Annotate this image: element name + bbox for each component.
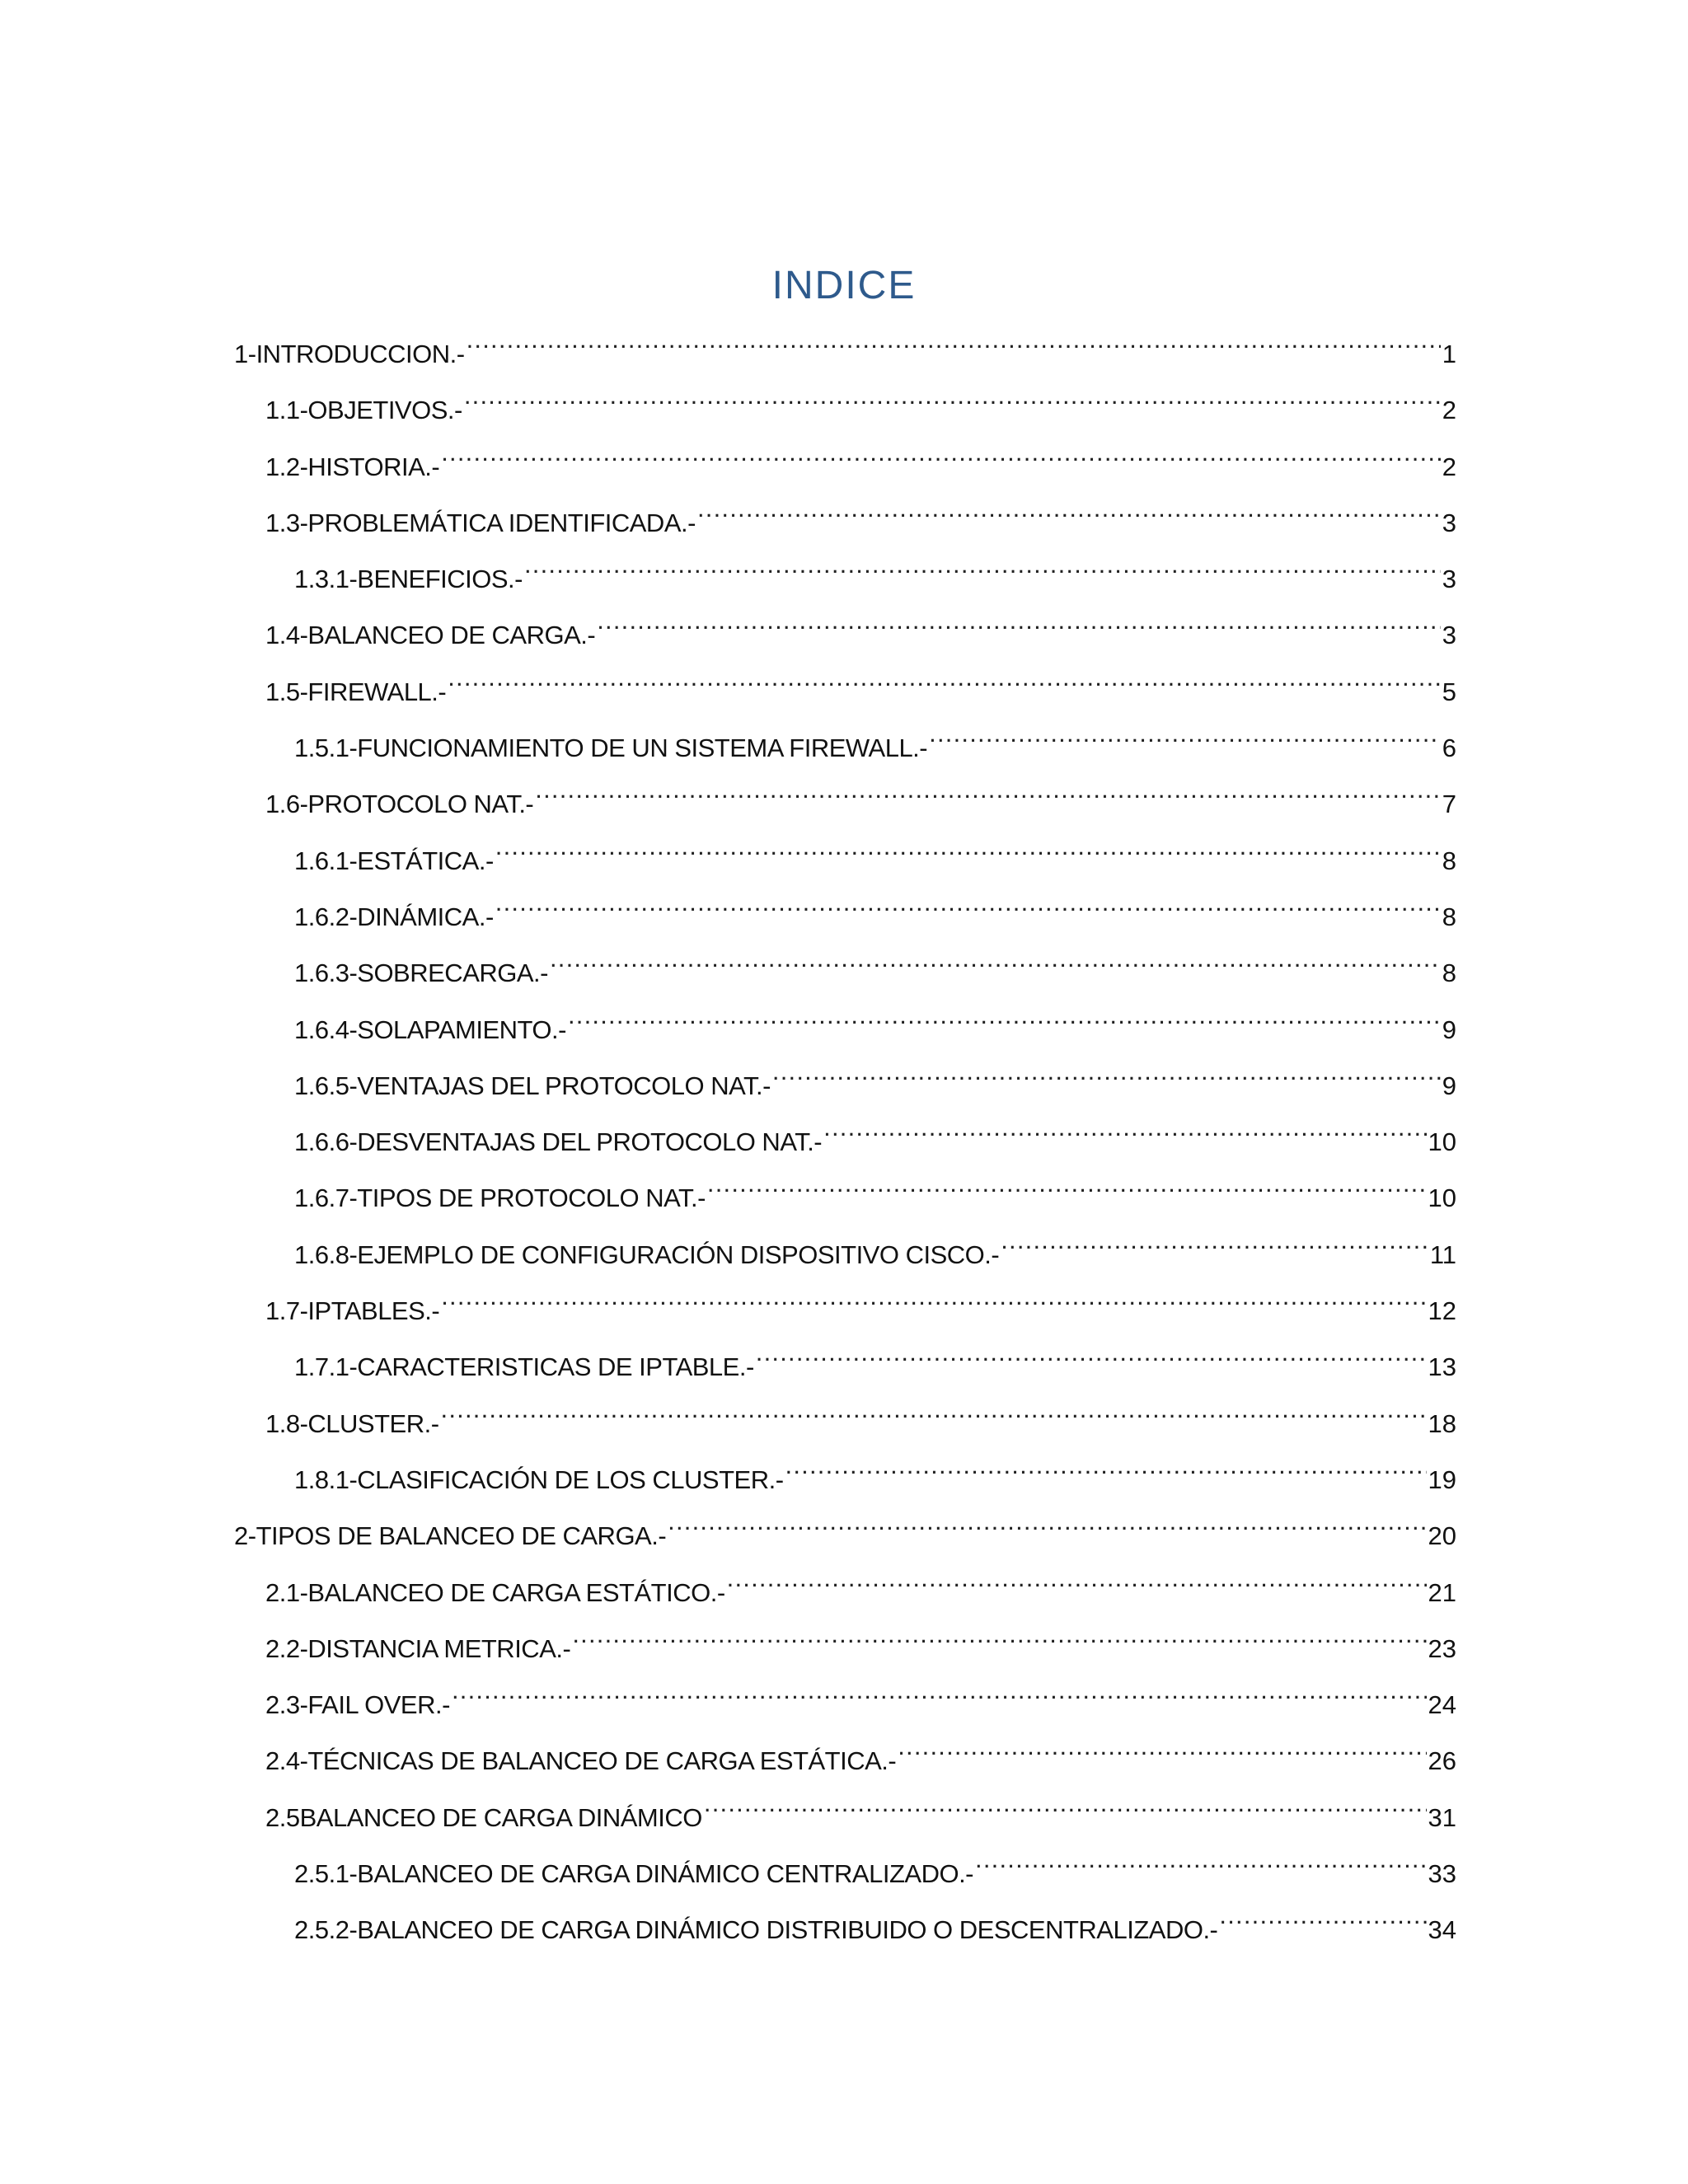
toc-entry-label: 1.3-PROBLEMÁTICA IDENTIFICADA.- [265, 508, 696, 537]
toc-entry-page-number: 7 [1442, 790, 1456, 819]
toc-entry-label: 1.6.8-EJEMPLO DE CONFIGURACIÓN DISPOSITIVO CISCO.- [294, 1240, 1000, 1269]
toc-entry-label: 1.6.4-SOLAPAMIENTO.- [294, 1015, 566, 1044]
dot-leader [668, 1498, 1426, 1544]
dot-leader [1219, 1892, 1426, 1938]
toc-entry[interactable] [234, 485, 1456, 541]
toc-entry-label: 1.6-PROTOCOLO NAT.- [265, 790, 534, 819]
toc-entry-page-number: 18 [1428, 1408, 1456, 1438]
toc-entry-page-number: 8 [1442, 846, 1456, 875]
toc-entry-label: 1.6.6-DESVENTAJAS DEL PROTOCOLO NAT.- [294, 1127, 823, 1157]
dot-leader [524, 541, 1441, 588]
toc-entry-label: 1.8-CLUSTER.- [265, 1408, 439, 1438]
toc-entry[interactable] [234, 1048, 1456, 1104]
toc-entry-page-number: 3 [1442, 621, 1456, 650]
toc-entry[interactable] [234, 1667, 1456, 1723]
toc-entry-page-number: 10 [1428, 1183, 1456, 1213]
toc-entry-page-number: 21 [1428, 1577, 1456, 1607]
toc-entry-page-number: 31 [1428, 1802, 1456, 1832]
table-of-contents [234, 316, 1456, 1949]
toc-entry[interactable] [234, 1329, 1456, 1385]
toc-entry[interactable] [234, 598, 1456, 654]
toc-entry[interactable] [234, 1892, 1456, 1948]
dot-leader [495, 823, 1441, 869]
toc-entry-label: 2.5BALANCEO DE CARGA DINÁMICO [265, 1802, 702, 1832]
toc-entry-page-number: 2 [1442, 396, 1456, 425]
toc-entry[interactable] [234, 823, 1456, 879]
toc-entry-page-number: 23 [1428, 1633, 1456, 1663]
toc-entry[interactable] [234, 935, 1456, 991]
toc-entry[interactable] [234, 541, 1456, 598]
dot-leader [704, 1780, 1427, 1826]
toc-entry-page-number: 6 [1442, 733, 1456, 763]
toc-entry[interactable] [234, 1611, 1456, 1667]
dot-leader [495, 879, 1441, 926]
toc-entry-label: 1.6.2-DINÁMICA.- [294, 902, 494, 931]
toc-entry-label: 2.1-BALANCEO DE CARGA ESTÁTICO.- [265, 1577, 725, 1607]
dot-leader [707, 1160, 1427, 1207]
toc-entry[interactable] [234, 1217, 1456, 1273]
toc-entry-page-number: 2 [1442, 452, 1456, 481]
dot-leader [441, 429, 1441, 476]
toc-entry[interactable] [234, 1498, 1456, 1554]
toc-entry-page-number: 10 [1428, 1127, 1456, 1157]
dot-leader [448, 654, 1441, 701]
toc-entry-label: 2.2-DISTANCIA METRICA.- [265, 1633, 571, 1663]
toc-entry-page-number: 5 [1442, 677, 1456, 706]
toc-entry[interactable] [234, 1836, 1456, 1892]
toc-entry-page-number: 3 [1442, 565, 1456, 594]
toc-entry-label: 1.5-FIREWALL.- [265, 677, 447, 706]
toc-entry-label: 2.5.1-BALANCEO DE CARGA DINÁMICO CENTRALIZADO.- [294, 1859, 974, 1889]
toc-entry-page-number: 33 [1428, 1859, 1456, 1889]
toc-entry-page-number: 9 [1442, 1015, 1456, 1044]
toc-entry[interactable] [234, 992, 1456, 1048]
dot-leader [568, 992, 1441, 1038]
toc-entry[interactable] [234, 1160, 1456, 1216]
dot-leader [727, 1555, 1427, 1601]
toc-entry-page-number: 12 [1428, 1296, 1456, 1326]
toc-entry-label: 2.5.2-BALANCEO DE CARGA DINÁMICO DISTRIBUIDO O DESCENTRALIZADO.- [294, 1915, 1218, 1945]
toc-entry-page-number: 13 [1428, 1352, 1456, 1382]
toc-entry-page-number: 9 [1442, 1071, 1456, 1100]
toc-entry-page-number: 20 [1428, 1521, 1456, 1551]
toc-entry-label: 2-TIPOS DE BALANCEO DE CARGA.- [234, 1521, 667, 1551]
dot-leader [772, 1048, 1441, 1094]
toc-entry-label: 1.6.7-TIPOS DE PROTOCOLO NAT.- [294, 1183, 706, 1213]
toc-entry[interactable] [234, 1386, 1456, 1442]
toc-entry-page-number: 1 [1442, 340, 1456, 368]
dot-leader [572, 1611, 1426, 1657]
toc-entry-page-number: 3 [1442, 508, 1456, 537]
dot-leader [597, 598, 1441, 644]
toc-entry-label: 1.1-OBJETIVOS.- [265, 396, 462, 425]
dot-leader [823, 1104, 1426, 1151]
toc-entry[interactable] [234, 710, 1456, 766]
toc-entry-label: 1.5.1-FUNCIONAMIENTO DE UN SISTEMA FIREWALL.- [294, 733, 928, 763]
toc-entry-label: 1.4-BALANCEO DE CARGA.- [265, 621, 596, 650]
toc-entry-page-number: 8 [1442, 902, 1456, 931]
dot-leader [550, 935, 1441, 982]
toc-entry-label: 1.2-HISTORIA.- [265, 452, 440, 481]
toc-entry[interactable] [234, 1555, 1456, 1611]
toc-entry-label: 1.6.5-VENTAJAS DEL PROTOCOLO NAT.- [294, 1071, 771, 1100]
toc-entry[interactable] [234, 766, 1456, 823]
dot-leader [785, 1442, 1427, 1488]
toc-entry[interactable] [234, 654, 1456, 710]
toc-entry[interactable] [234, 1104, 1456, 1160]
dot-leader [441, 1273, 1426, 1319]
toc-entry-label: 1.8.1-CLASIFICACIÓN DE LOS CLUSTER.- [294, 1465, 784, 1494]
toc-entry-label: 1.3.1-BENEFICIOS.- [294, 565, 523, 594]
toc-entry-page-number: 8 [1442, 958, 1456, 988]
dot-leader [535, 766, 1441, 813]
toc-entry-page-number: 26 [1428, 1746, 1456, 1776]
toc-entry-label: 1.7.1-CARACTERISTICAS DE IPTABLE.- [294, 1352, 754, 1382]
dot-leader [975, 1836, 1427, 1882]
toc-entry-page-number: 19 [1428, 1465, 1456, 1494]
dot-leader [441, 1386, 1427, 1432]
toc-entry[interactable] [234, 1273, 1456, 1329]
toc-entry-label: 1-INTRODUCCION.- [234, 340, 465, 368]
toc-entry-label: 2.4-TÉCNICAS DE BALANCEO DE CARGA ESTÁTICA.- [265, 1746, 897, 1776]
dot-leader [1001, 1217, 1428, 1263]
dot-leader [756, 1329, 1427, 1376]
toc-entry-page-number: 34 [1428, 1915, 1456, 1945]
toc-entry[interactable] [234, 1780, 1456, 1836]
dot-leader [697, 485, 1441, 532]
toc-entry-label: 1.6.3-SOBRECARGA.- [294, 958, 548, 988]
toc-entry-page-number: 11 [1429, 1240, 1456, 1269]
toc-entry-label: 2.3-FAIL OVER.- [265, 1690, 450, 1720]
dot-leader [464, 373, 1441, 419]
toc-entry[interactable] [234, 1442, 1456, 1498]
toc-entry[interactable] [234, 316, 1456, 373]
dot-leader [452, 1667, 1427, 1713]
toc-entry[interactable] [234, 429, 1456, 485]
toc-entry[interactable] [234, 1723, 1456, 1779]
dot-leader [898, 1723, 1426, 1769]
toc-entry[interactable] [234, 879, 1456, 935]
toc-entry-page-number: 24 [1428, 1690, 1456, 1720]
dot-leader [467, 316, 1441, 363]
toc-title: INDICE [771, 264, 917, 307]
toc-entry-label: 1.6.1-ESTÁTICA.- [294, 846, 494, 875]
toc-entry-label: 1.7-IPTABLES.- [265, 1296, 440, 1326]
toc-entry[interactable] [234, 373, 1456, 429]
dot-leader [929, 710, 1441, 757]
